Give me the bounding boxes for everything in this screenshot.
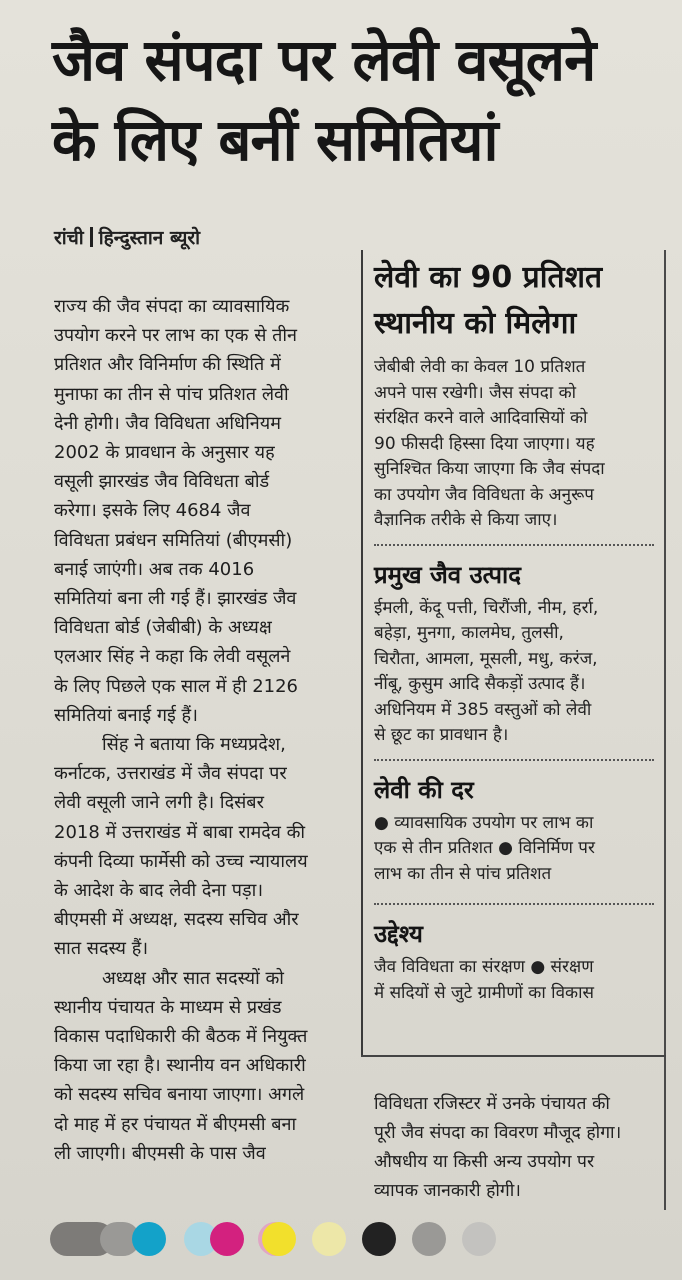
text-line: उपयोग करने पर लाभ का एक से तीन [54, 325, 298, 347]
text-line: कंपनी दिव्या फार्मेसी को उच्च न्यायालय [54, 850, 308, 872]
text-line: ● व्यावसायिक उपयोग पर लाभ का [374, 812, 594, 833]
text-line: राज्य की जैव संपदा का व्यावसायिक [54, 296, 290, 317]
color-swatch-mid-gray [412, 1222, 446, 1256]
text-line: जेबीबी लेवी का केवल 10 प्रतिशत [374, 357, 586, 377]
text-line: संरक्षित करने वाले आदिवासियों को [374, 408, 588, 428]
text-line: देनी होगी। जैव विविधता अधिनियम [54, 412, 281, 434]
rate-heading: लेवी की दर [374, 775, 474, 804]
text-line: समितियां बनाई गई हैं। [54, 704, 198, 726]
text-line: किया जा रहा है। स्थानीय वन अधिकारी [54, 1055, 306, 1077]
products-list [374, 596, 662, 749]
text-line: 2002 के प्रावधान के अनुसार यह [54, 442, 275, 464]
sidebar-title-line-2: स्थानीय को मिलेगा [374, 306, 577, 341]
dotted-divider [374, 903, 654, 905]
dotted-divider [374, 759, 654, 761]
text-line: बहेड़ा, मुनगा, कालमेघ, तुलसी, [374, 623, 564, 643]
dateline-separator [90, 227, 93, 247]
sidebar-title-line-1: लेवी का 90 प्रतिशत [374, 260, 603, 295]
page-edge-rule [664, 250, 666, 1210]
article-continuation [374, 1090, 662, 1206]
paragraph-3 [54, 964, 344, 1168]
sidebar-bottom-rule [361, 1055, 666, 1057]
text-line: अध्यक्ष और सात सदस्यों को [102, 967, 284, 989]
sidebar-intro [374, 355, 662, 534]
purpose-details [374, 955, 662, 1006]
text-line: विविधता रजिस्टर में उनके पंचायत की [374, 1094, 610, 1114]
dateline-place: रांची [54, 227, 84, 249]
color-swatch-light-gray [462, 1222, 496, 1256]
text-line: लेवी वसूली जाने लगी है। दिसंबर [54, 792, 264, 814]
text-line: 90 फीसदी हिस्सा दिया जाएगा। यह [374, 433, 595, 454]
text-line: जैव विविधता का संरक्षण ● संरक्षण [374, 957, 594, 977]
text-line: औषधीय या किसी अन्य उपयोग पर [374, 1152, 595, 1172]
products-heading: प्रमुख जैव उत्पाद [374, 560, 522, 589]
text-line: करेगा। इसके लिए 4684 जैव [54, 500, 251, 522]
text-line: मुनाफा का तीन से पांच प्रतिशत लेवी [54, 383, 289, 405]
article-body [54, 292, 344, 1168]
text-line: सात सदस्य हैं। [54, 938, 149, 960]
sidebar-box [374, 255, 662, 1006]
text-line: के लिए पिछले एक साल में ही 2126 [54, 675, 299, 697]
text-line: को सदस्य सचिव बनाया जाएगा। अगले [54, 1084, 305, 1106]
text-line: व्यापक जानकारी होगी। [374, 1181, 521, 1201]
text-line: ईमली, केंदू पत्ती, चिरौंजी, नीम, हर्रा, [374, 597, 599, 618]
text-line: नींबू, कुसुम आदि सैकड़ों उत्पाद हैं। [374, 674, 586, 694]
column-divider [361, 250, 363, 1055]
text-line: विकास पदाधिकारी की बैठक में नियुक्त [54, 1026, 308, 1048]
purpose-heading: उद्देश्य [374, 920, 423, 948]
text-line: समितियां बना ली गई हैं। झारखंड जैव [54, 588, 297, 610]
text-line: अपने पास रखेगी। जैस संपदा को [374, 382, 577, 403]
text-line: लाभ का तीन से पांच प्रतिशत [374, 863, 552, 884]
text-line: स्थानीय पंचायत के माध्यम से प्रखंड [54, 996, 282, 1018]
text-line: में सदियों से जुटे ग्रामीणों का विकास [374, 982, 594, 1003]
color-swatch-light-yellow [312, 1222, 346, 1256]
text-line: सुनिश्चित किया जाएगा कि जैव संपदा [374, 459, 605, 479]
text-line: चिरौता, आमला, मूसली, मधु, करंज, [374, 648, 598, 669]
dateline [54, 224, 200, 250]
color-swatch-cyan [132, 1222, 166, 1256]
text-line: पूरी जैव संपदा का विवरण मौजूद होगा। [374, 1123, 622, 1143]
text-line: सिंह ने बताया कि मध्यप्रदेश, [102, 734, 286, 756]
text-line: का उपयोग जैव विविधता के अनुरूप [374, 484, 594, 505]
color-swatch-yellow [262, 1222, 296, 1256]
rate-details [374, 811, 662, 888]
paragraph-2 [54, 730, 344, 964]
text-line: दो माह में हर पंचायत में बीएमसी बना [54, 1113, 297, 1135]
text-line: प्रतिशत और विनिर्माण की स्थिति में [54, 354, 281, 376]
color-swatch-black [362, 1222, 396, 1256]
text-line: बनाई जाएंगी। अब तक 4016 [54, 558, 255, 580]
headline-line-1: जैव संपदा पर लेवी वसूलने [52, 26, 596, 94]
headline [52, 20, 672, 180]
dateline-bureau: हिन्दुस्तान ब्यूरो [98, 227, 201, 249]
print-color-bar [44, 1222, 664, 1262]
color-swatch-magenta [210, 1222, 244, 1256]
headline-line-2: के लिए बनीं समितियां [52, 106, 498, 174]
text-line: से छूट का प्रावधान है। [374, 725, 509, 745]
text-line: वैज्ञानिक तरीके से किया जाए। [374, 510, 558, 530]
text-line: के आदेश के बाद लेवी देना पड़ा। [54, 880, 264, 902]
text-line: एक से तीन प्रतिशत ● विनिर्मिण पर [374, 838, 595, 858]
text-line: 2018 में उत्तराखंड में बाबा रामदेव की [54, 821, 306, 843]
text-line: कर्नाटक, उत्तराखंड में जैव संपदा पर [54, 763, 287, 785]
paragraph-1 [54, 292, 344, 730]
text-line: एलआर सिंह ने कहा कि लेवी वसूलने [54, 646, 291, 668]
text-line: बीएमसी में अध्यक्ष, सदस्य सचिव और [54, 909, 299, 931]
text-line: विविधता बोर्ड (जेबीबी) के अध्यक्ष [54, 617, 272, 639]
text-line: अधिनियम में 385 वस्तुओं को लेवी [374, 699, 592, 720]
text-line: वसूली झारखंड जैव विविधता बोर्ड [54, 471, 270, 493]
text-line: विविधता प्रबंधन समितियां (बीएमसी) [54, 529, 293, 551]
dotted-divider [374, 544, 654, 546]
text-line: ली जाएगी। बीएमसी के पास जैव [54, 1142, 266, 1164]
